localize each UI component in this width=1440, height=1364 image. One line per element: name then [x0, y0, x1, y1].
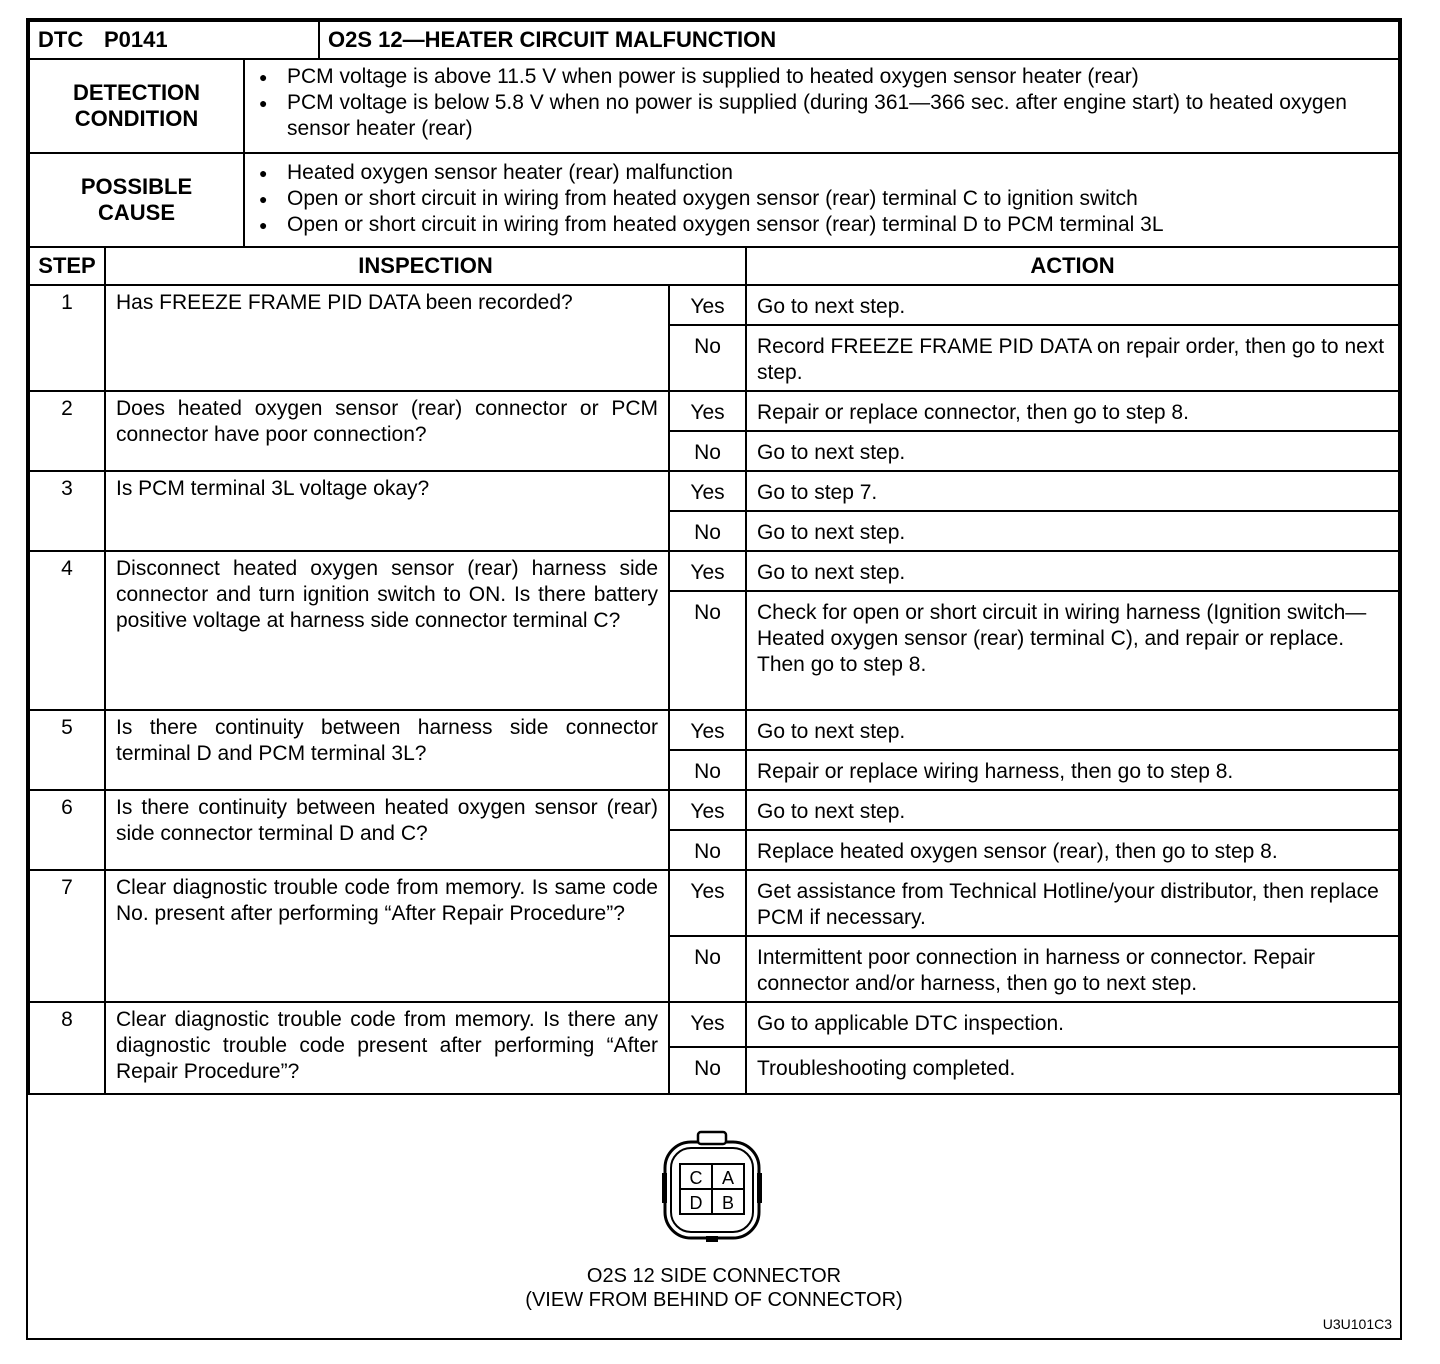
no-label: No: [669, 830, 746, 870]
detection-list: [244, 59, 1399, 153]
step-inspection: Is there continuity between harness side connector terminal D and PCM terminal 3L?: [105, 710, 669, 790]
yes-action: Repair or replace connector, then go to step 8.: [746, 391, 1399, 431]
step-inspection: Clear diagnostic trouble code from memory. Is same code No. present after performing “After Repair Procedure”?: [105, 870, 669, 1002]
step-number: 5: [29, 710, 105, 790]
no-action: Record FREEZE FRAME PID DATA on repair order, then go to next step.: [746, 325, 1399, 391]
connector-left-rib: [662, 1173, 667, 1203]
step-number: 4: [29, 551, 105, 710]
step-number: 8: [29, 1002, 105, 1094]
step-number: 6: [29, 790, 105, 870]
yes-action: Go to next step.: [746, 285, 1399, 325]
cause-item: ● Open or short circuit in wiring from heated oxygen sensor (rear) terminal D to PCM terminal 3L: [259, 212, 1388, 238]
yes-label: Yes: [669, 1002, 746, 1047]
yes-label: Yes: [669, 870, 746, 936]
dtc-document: [26, 18, 1402, 1340]
yes-label: Yes: [669, 471, 746, 511]
possible-cause-label: POSSIBLE CAUSE: [29, 153, 244, 247]
step-number: 2: [29, 391, 105, 471]
step-inspection: Is PCM terminal 3L voltage okay?: [105, 471, 669, 551]
no-action: Replace heated oxygen sensor (rear), then go to step 8.: [746, 830, 1399, 870]
no-action: Check for open or short circuit in wiring harness (Ignition switch—Heated oxygen sensor (rear) terminal C), and repair or replace. Then go to step 8.: [746, 591, 1399, 710]
dtc-title: O2S 12—HEATER CIRCUIT MALFUNCTION: [319, 21, 1399, 59]
connector-right-rib: [757, 1173, 762, 1203]
terminal-c-label: C: [689, 1168, 703, 1188]
caption-line-1: O2S 12 SIDE CONNECTOR: [586, 1265, 842, 1287]
no-label: No: [669, 1047, 746, 1094]
no-label: No: [669, 431, 746, 471]
no-label: No: [669, 511, 746, 551]
no-action: Go to next step.: [746, 431, 1399, 471]
yes-action: Go to applicable DTC inspection.: [746, 1002, 1399, 1047]
cause-item: ● Open or short circuit in wiring from heated oxygen sensor (rear) terminal C to ignition switch: [259, 186, 1388, 212]
inspection-column-header: INSPECTION: [105, 247, 746, 285]
yes-label: Yes: [669, 391, 746, 431]
cause-item: ● Heated oxygen sensor heater (rear) malfunction: [259, 160, 1388, 186]
no-label: No: [669, 591, 746, 710]
possible-cause-list: [244, 153, 1399, 247]
step-inspection: Does heated oxygen sensor (rear) connector or PCM connector have poor connection?: [105, 391, 669, 471]
yes-label: Yes: [669, 285, 746, 325]
figure-caption: [28, 1264, 1400, 1312]
no-action: Repair or replace wiring harness, then go to step 8.: [746, 750, 1399, 790]
terminal-d-label: D: [689, 1193, 703, 1213]
no-action: Troubleshooting completed.: [746, 1047, 1399, 1094]
header-table: [28, 20, 1400, 60]
action-column-header: ACTION: [746, 247, 1399, 285]
step-number: 7: [29, 870, 105, 1002]
step-column-header: STEP: [29, 247, 105, 285]
step-inspection: Has FREEZE FRAME PID DATA been recorded?: [105, 285, 669, 391]
no-action: Go to next step.: [746, 511, 1399, 551]
terminal-a-label: A: [721, 1168, 735, 1188]
step-inspection: Is there continuity between heated oxygen sensor (rear) side connector terminal D and C?: [105, 790, 669, 870]
yes-action: Go to next step.: [746, 790, 1399, 830]
figure-code: U3U101C3: [1322, 1316, 1392, 1332]
detection-item: ● PCM voltage is above 11.5 V when power is supplied to heated oxygen sensor heater (rear): [259, 64, 1388, 90]
yes-label: Yes: [669, 790, 746, 830]
steps-table: [28, 246, 1400, 1095]
dtc-label: DTC: [29, 21, 104, 59]
dtc-code: P0141: [104, 21, 319, 59]
yes-label: Yes: [669, 710, 746, 750]
yes-label: Yes: [669, 551, 746, 591]
no-label: No: [669, 936, 746, 1002]
step-inspection: Clear diagnostic trouble code from memory. Is there any diagnostic trouble code present after performing “After Repair Procedure”?: [105, 1002, 669, 1094]
connector-figure: [28, 1076, 1400, 1338]
step-number: 3: [29, 471, 105, 551]
detection-item: ● PCM voltage is below 5.8 V when no power is supplied (during 361—366 sec. after engine start) to heated oxygen sensor heater (rear): [259, 90, 1388, 142]
connector-diagram: [662, 1128, 762, 1248]
step-number: 1: [29, 285, 105, 391]
detection-label: DETECTION CONDITION: [29, 59, 244, 153]
yes-action: Go to next step.: [746, 710, 1399, 750]
no-action: Intermittent poor connection in harness or connector. Repair connector and/or harness, then go to next step.: [746, 936, 1399, 1002]
condition-table: [28, 58, 1400, 248]
caption-line-2: (VIEW FROM BEHIND OF CONNECTOR): [525, 1289, 903, 1311]
connector-bottom-tab: [706, 1236, 718, 1242]
yes-action: Go to next step.: [746, 551, 1399, 591]
yes-action: Get assistance from Technical Hotline/your distributor, then replace PCM if necessary.: [746, 870, 1399, 936]
no-label: No: [669, 750, 746, 790]
no-label: No: [669, 325, 746, 391]
terminal-b-label: B: [721, 1193, 735, 1213]
yes-action: Go to step 7.: [746, 471, 1399, 511]
step-inspection: Disconnect heated oxygen sensor (rear) harness side connector and turn ignition switch to ON. Is there battery positive voltage at harness side connector terminal C?: [105, 551, 669, 710]
connector-top-latch: [698, 1132, 726, 1144]
